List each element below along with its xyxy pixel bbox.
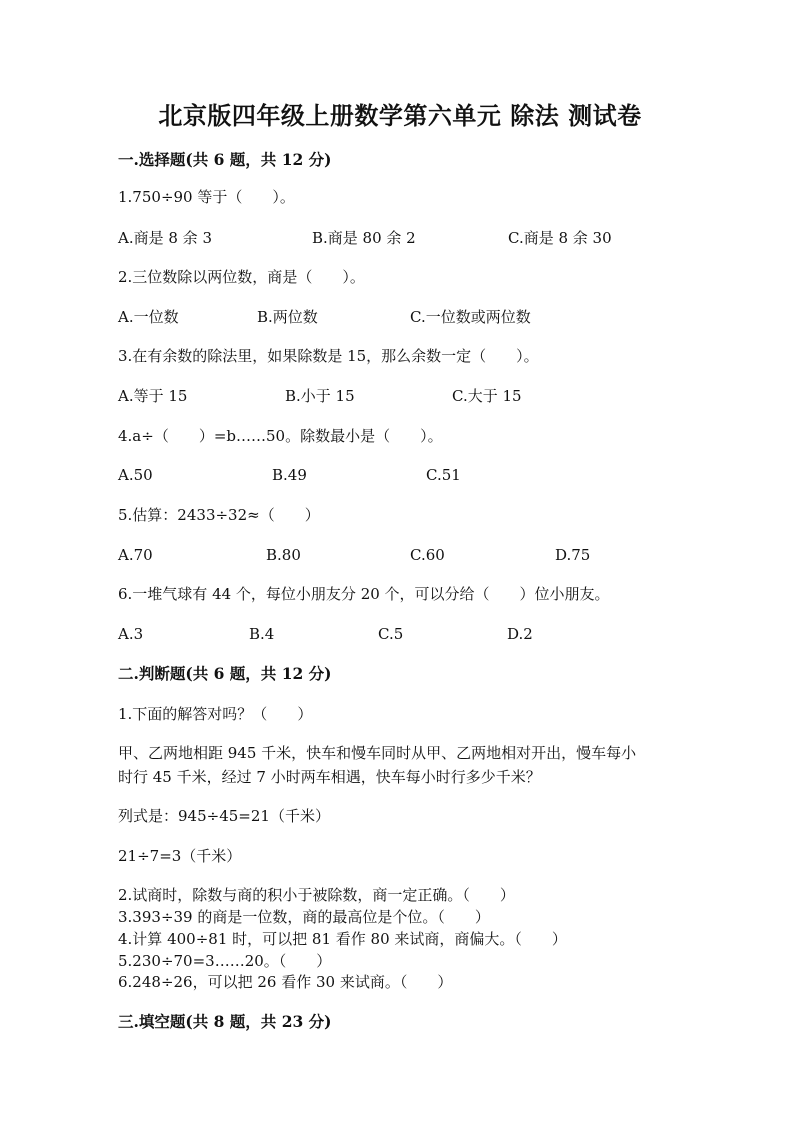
option-a: A.等于 15 [118,387,188,405]
option-c: C.一位数或两位数 [410,308,531,326]
question-stem: 1.下面的解答对吗？（ ） [118,705,313,723]
option-a: A.3 [118,625,144,643]
question-stem: 5.230÷70=3……20。（ ） [118,952,332,970]
question-stem: 2.试商时，除数与商的积小于被除数，商一定正确。（ ） [118,886,515,904]
solution-text: 21÷7=3（千米） [118,847,242,865]
question-stem: 6.248÷26，可以把 26 看作 30 来试商。（ ） [118,973,453,991]
option-c: C.商是 8 余 30 [508,229,612,247]
option-c: C.5 [378,625,404,643]
problem-text: 甲、乙两地相距 945 千米，快车和慢车同时从甲、乙两地相对开出，慢车每小 [118,744,637,762]
question-stem: 3.393÷39 的商是一位数，商的最高位是个位。（ ） [118,908,490,926]
problem-text: 时行 45 千米，经过 7 小时两车相遇，快车每小时行多少千米？ [118,768,541,786]
option-a: A.一位数 [118,308,179,326]
section-heading-choice: 一.选择题(共 6 题，共 12 分) [118,150,332,169]
question-stem: 4.a÷（ ）=b……50。除数最小是（ ）。 [118,427,443,445]
question-stem: 3.在有余数的除法里，如果除数是 15，那么余数一定（ ）。 [118,347,539,365]
solution-text: 列式是：945÷45=21（千米） [118,807,330,825]
question-stem: 4.计算 400÷81 时，可以把 81 看作 80 来试商，商偏大。（ ） [118,930,567,948]
question-stem: 1.750÷90 等于（ ）。 [118,188,295,206]
option-d: D.2 [507,625,533,643]
option-b: B.商是 80 余 2 [312,229,416,247]
question-stem: 2.三位数除以两位数，商是（ ）。 [118,268,365,286]
option-a: A.50 [118,466,153,484]
option-b: B.49 [272,466,307,484]
option-a: A.70 [118,546,153,564]
option-c: C.60 [410,546,445,564]
question-stem: 6.一堆气球有 44 个，每位小朋友分 20 个，可以分给（ ）位小朋友。 [118,585,610,603]
option-c: C.大于 15 [452,387,522,405]
option-c: C.51 [426,466,461,484]
page-title: 北京版四年级上册数学第六单元 除法 测试卷 [158,101,642,130]
option-d: D.75 [555,546,591,564]
question-stem: 5.估算：2433÷32≈（ ） [118,506,320,524]
option-b: B.小于 15 [285,387,355,405]
option-b: B.4 [249,625,275,643]
section-heading-fill-blank: 三.填空题(共 8 题，共 23 分) [118,1012,332,1031]
option-b: B.两位数 [257,308,318,326]
option-a: A.商是 8 余 3 [118,229,212,247]
option-b: B.80 [266,546,301,564]
section-heading-judgement: 二.判断题(共 6 题，共 12 分) [118,664,332,683]
